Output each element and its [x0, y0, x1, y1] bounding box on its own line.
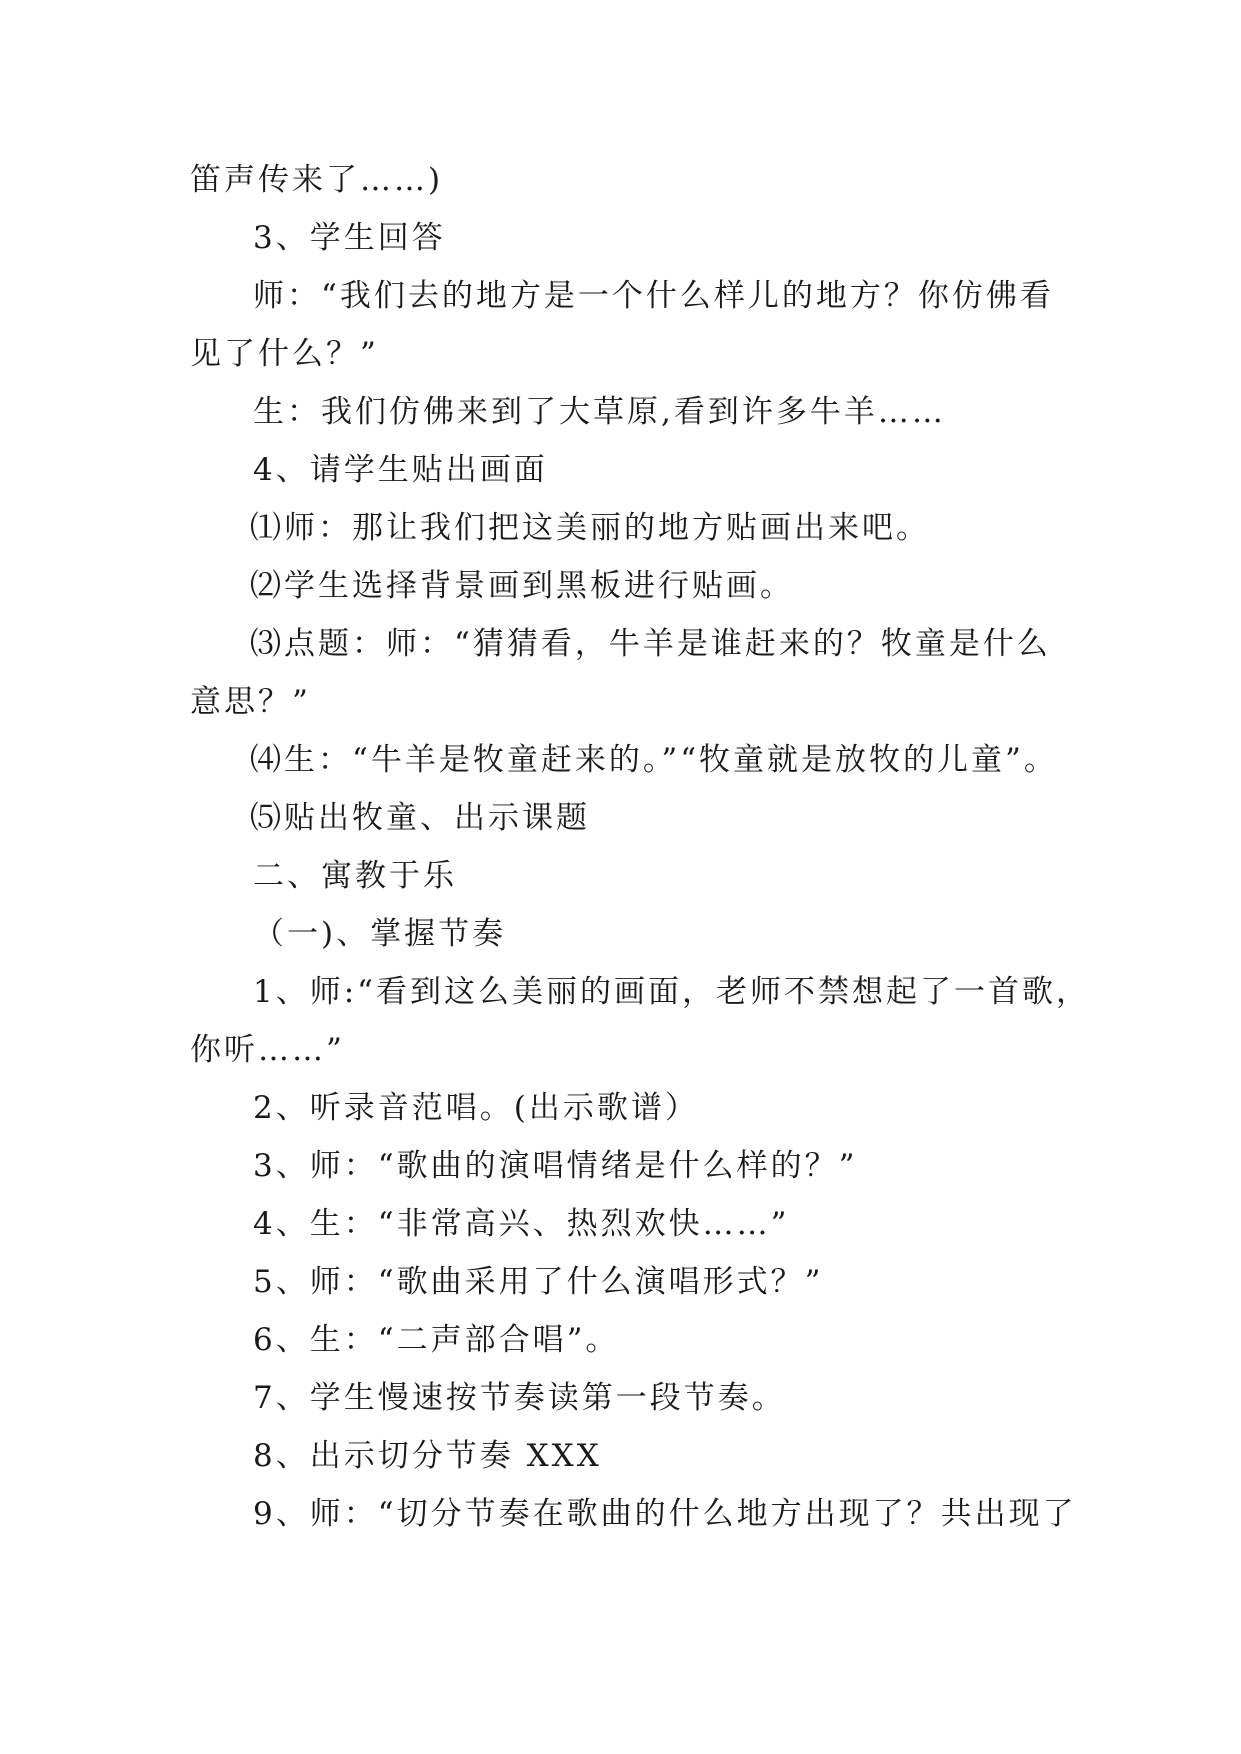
text-line-7: ⑴师：那让我们把这美丽的地方贴画出来吧。: [250, 510, 930, 546]
text-line-4: 见了什么？”: [190, 336, 379, 372]
text-line-23: 8、出示切分节奏 XXX: [253, 1438, 602, 1474]
text-line-19: 4、生：“非常高兴、热烈欢快……”: [253, 1206, 790, 1242]
text-line-11: ⑷生：“牛羊是牧童赶来的。”“牧童就是放牧的儿童”。: [250, 742, 1058, 778]
text-line-17: 2、听录音范唱。(出示歌谱）: [253, 1090, 699, 1126]
text-line-22: 7、学生慢速按节奏读第一段节奏。: [253, 1380, 786, 1416]
text-line-18: 3、师：“歌曲的演唱情绪是什么样的？”: [253, 1148, 858, 1184]
text-line-2: 3、学生回答: [253, 220, 446, 256]
text-line-6: 4、请学生贴出画面: [253, 452, 548, 488]
text-line-21: 6、生：“二声部合唱”。: [253, 1322, 620, 1358]
text-line-14: （一)、掌握节奏: [253, 916, 507, 952]
text-line-1: 笛声传来了……): [190, 162, 444, 198]
text-line-16: 你听……”: [190, 1032, 345, 1068]
text-line-20: 5、师：“歌曲采用了什么演唱形式？”: [253, 1264, 824, 1300]
text-line-10: 意思？”: [190, 684, 311, 720]
text-line-24: 9、师：“切分节奏在歌曲的什么地方出现了？共出现了: [253, 1496, 1077, 1532]
text-line-12: ⑸贴出牧童、出示课题: [250, 800, 590, 836]
text-line-9: ⑶点题：师：“猜猜看，牛羊是谁赶来的？牧童是什么: [250, 626, 1051, 662]
text-line-13: 二、寓教于乐: [253, 858, 457, 894]
text-line-15: 1、师:“看到这么美丽的画面，老师不禁想起了一首歌，: [253, 974, 1091, 1010]
text-line-5: 生：我们仿佛来到了大草原,看到许多牛羊……: [253, 394, 946, 430]
text-line-3: 师：“我们去的地方是一个什么样儿的地方？你仿佛看: [253, 278, 1054, 314]
text-line-8: ⑵学生选择背景画到黑板进行贴画。: [250, 568, 794, 604]
